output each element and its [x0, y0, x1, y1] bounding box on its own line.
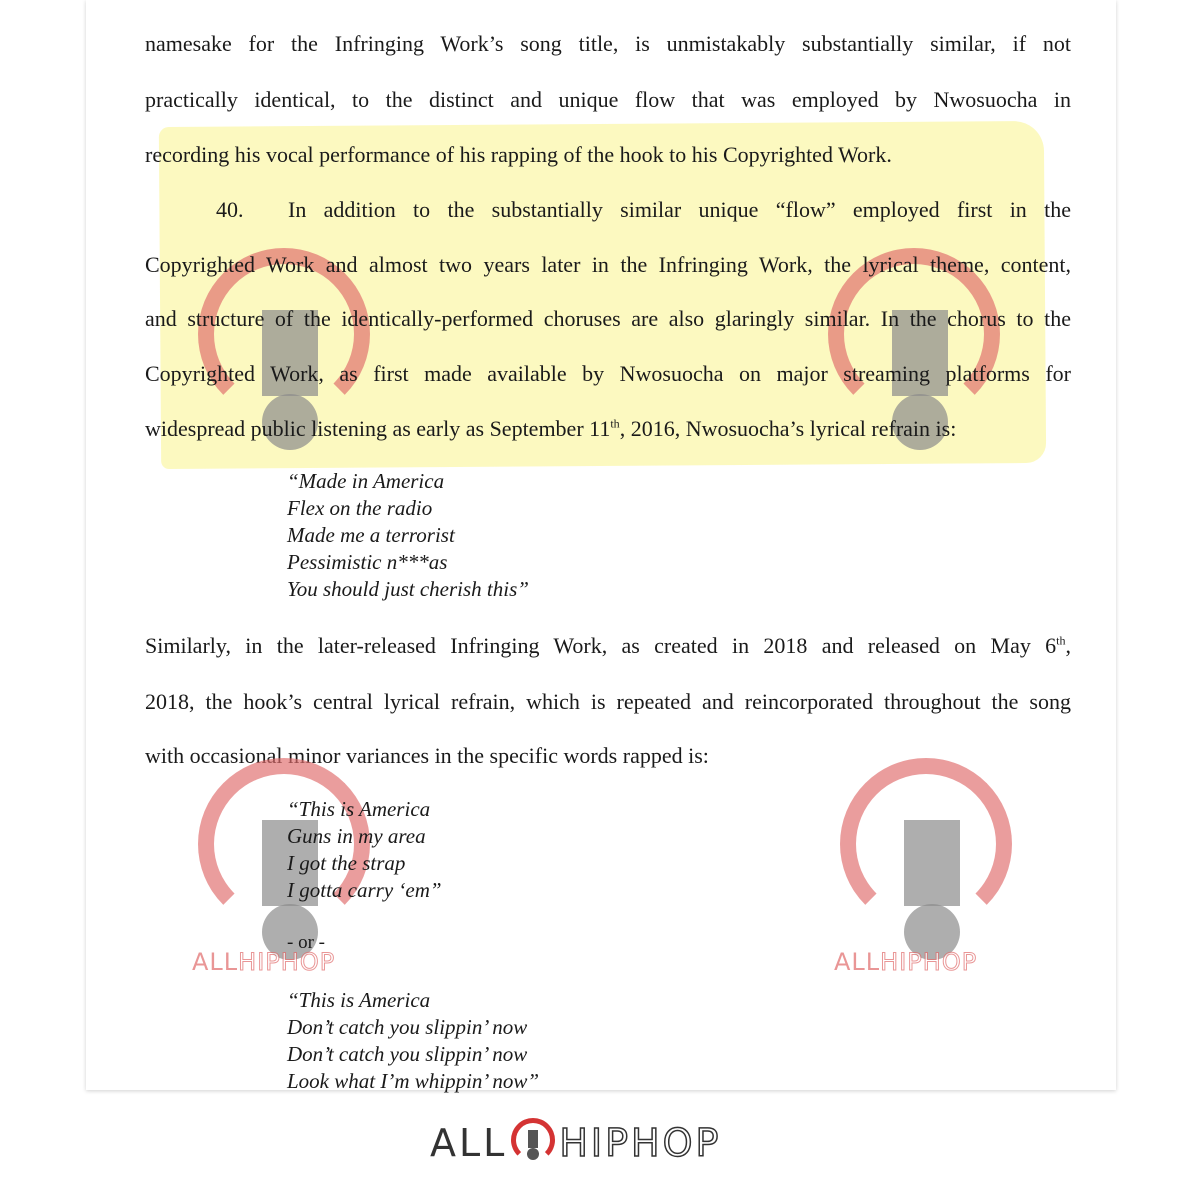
ordinal-suffix: th: [610, 416, 620, 431]
lyric-line: “This is America: [287, 797, 431, 821]
headphones-exclamation-icon: [511, 1118, 555, 1162]
paragraph-41-line-2: 2018, the hook’s central lyrical refrain, which is repeated and reincorporated throughout the song: [145, 689, 1071, 714]
paragraph-40-line-1: [216, 196, 1071, 224]
paragraph-number: 40.: [216, 197, 244, 222]
lyric-line: Made me a terrorist: [287, 523, 455, 547]
paragraph-40-line-5-a: widespread public listening as early as September 11: [145, 416, 611, 441]
paragraph-40-line-4: Copyrighted Work, as first made available by Nwosuocha on major streaming platforms for: [145, 361, 1071, 386]
lyric-line: Flex on the radio: [287, 496, 433, 520]
lyric-line: I gotta carry ‘em”: [287, 878, 442, 902]
paragraph-40-line-3: and structure of the identically-performed choruses are also glaringly similar. In the chorus to the: [145, 306, 1071, 331]
copyrighted-lyrics-block: [287, 468, 529, 603]
watermark-bottom-right: [834, 758, 1040, 976]
watermark-wordmark: ALLHIPHOP: [192, 948, 336, 976]
or-separator: - or -: [287, 932, 325, 953]
paragraph-39-line-1: namesake for the Infringing Work’s song title, is unmistakably substantially similar, if not: [145, 31, 1071, 56]
lyric-line: Don’t catch you slippin’ now: [287, 1042, 528, 1066]
paragraph-39-line-3: recording his vocal performance of his rapping of the hook to his Copyrighted Work.: [145, 142, 892, 167]
lyric-line: Look what I’m whippin’ now”: [287, 1069, 540, 1093]
infringing-lyrics-block-2: [287, 987, 539, 1095]
lyric-line: “Made in America: [287, 469, 445, 493]
paragraph-41-line-1: [145, 632, 1071, 660]
watermark-wordmark: ALLHIPHOP: [834, 948, 978, 976]
paragraph-40-line-5-b: , 2016, Nwosuocha’s lyrical refrain is:: [619, 416, 957, 441]
exclamation-icon: [904, 820, 960, 906]
paragraph-41-line-3: with occasional minor variances in the specific words rapped is:: [145, 743, 709, 768]
lyric-line: You should just cherish this”: [287, 577, 529, 601]
ordinal-suffix: th: [1056, 633, 1066, 648]
paragraph-40-line-2: Copyrighted Work and almost two years later in the Infringing Work, the lyrical theme, content,: [145, 252, 1071, 277]
logo-right-text: HIPHOP: [559, 1121, 722, 1165]
lyric-line: I got the strap: [287, 851, 406, 875]
lyric-line: “This is America: [287, 988, 431, 1012]
lyric-line: Don’t catch you slippin’ now: [287, 1015, 528, 1039]
logo-left-text: ALL: [430, 1121, 508, 1165]
paragraph-40-line-1-text: In addition to the substantially similar unique “flow” employed first in the: [288, 197, 1071, 222]
paragraph-40-line-5: [145, 415, 1071, 443]
allhiphop-logo: [430, 1118, 721, 1178]
lyric-line: Guns in my area: [287, 824, 426, 848]
paragraph-41-line-1-b: ,: [1065, 633, 1071, 658]
paragraph-39-line-2: practically identical, to the distinct and unique flow that was employed by Nwosuocha in: [145, 87, 1071, 112]
infringing-lyrics-block-1: [287, 796, 442, 904]
paragraph-41-line-1-a: Similarly, in the later-released Infringing Work, as created in 2018 and released on May 6: [145, 633, 1057, 658]
lyric-line: Pessimistic n***as: [287, 550, 448, 574]
